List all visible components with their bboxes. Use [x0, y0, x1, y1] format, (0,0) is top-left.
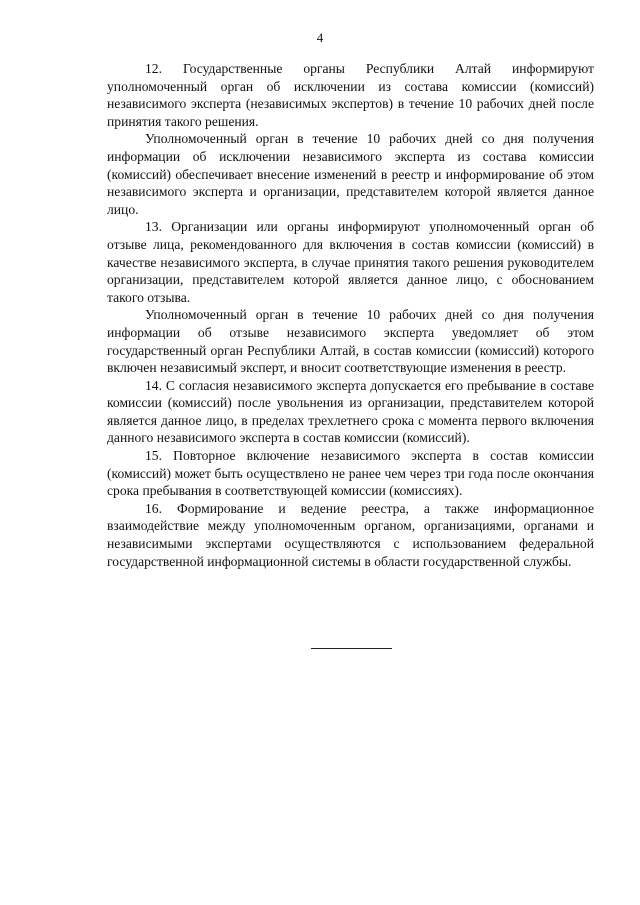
- paragraph-13: 13. Организации или органы информируют уполномоченный орган об отзыве лица, рекомендованного для включения в состав комиссии (комиссий) в качестве независимого эксперта, в случае принятия такого решения руководителем организации, представителем которой является данное лицо, с обоснованием такого отзыва.: [107, 219, 594, 305]
- paragraph-12: 12. Государственные органы Республики Алтай информируют уполномоченный орган об исключении из состава комиссии (комиссий) независимого эксперта (независимых экспертов) в течение 10 рабочих дней после принятия такого решения.: [107, 61, 594, 129]
- paragraph-14: 14. С согласия независимого эксперта допускается его пребывание в составе комиссии (комиссий) после увольнения из организации, представителем которой является данное лицо, в пределах трехлетнего срока с момента первого включения данного независимого эксперта в состав комиссии (комиссий).: [107, 377, 594, 446]
- paragraph-16: 16. Формирование и ведение реестра, а также информационное взаимодействие между уполномоченным органом, организациями, органами и независимыми экспертами осуществляются с использованием федеральной государственной информационной системы в области государственной службы.: [107, 500, 594, 569]
- paragraph-13-continued: Уполномоченный орган в течение 10 рабочих дней со дня получения информации об отзыве независимого эксперта уведомляет об этом государственный орган Республики Алтай, в состав комиссии (комиссий) которого включен независимый эксперт, и вносит соответствующие изменения в реестр.: [107, 307, 594, 376]
- document-body: [107, 60, 594, 570]
- paragraph-15: 15. Повторное включение независимого эксперта в состав комиссии (комиссий) может быть осуществлено не ранее чем через три года после окончания срока пребывания в соответствующей комиссии (комиссиях).: [107, 448, 594, 499]
- page-number: 4: [316, 30, 324, 45]
- end-divider-line: [311, 648, 392, 649]
- paragraph-12-continued: Уполномоченный орган в течение 10 рабочих дней со дня получения информации об исключении независимого эксперта из состава комиссии (комиссий) обеспечивает внесение изменений в реестр и информирование об этом независимого эксперта и организации, представителем которой является данное лицо.: [107, 131, 594, 217]
